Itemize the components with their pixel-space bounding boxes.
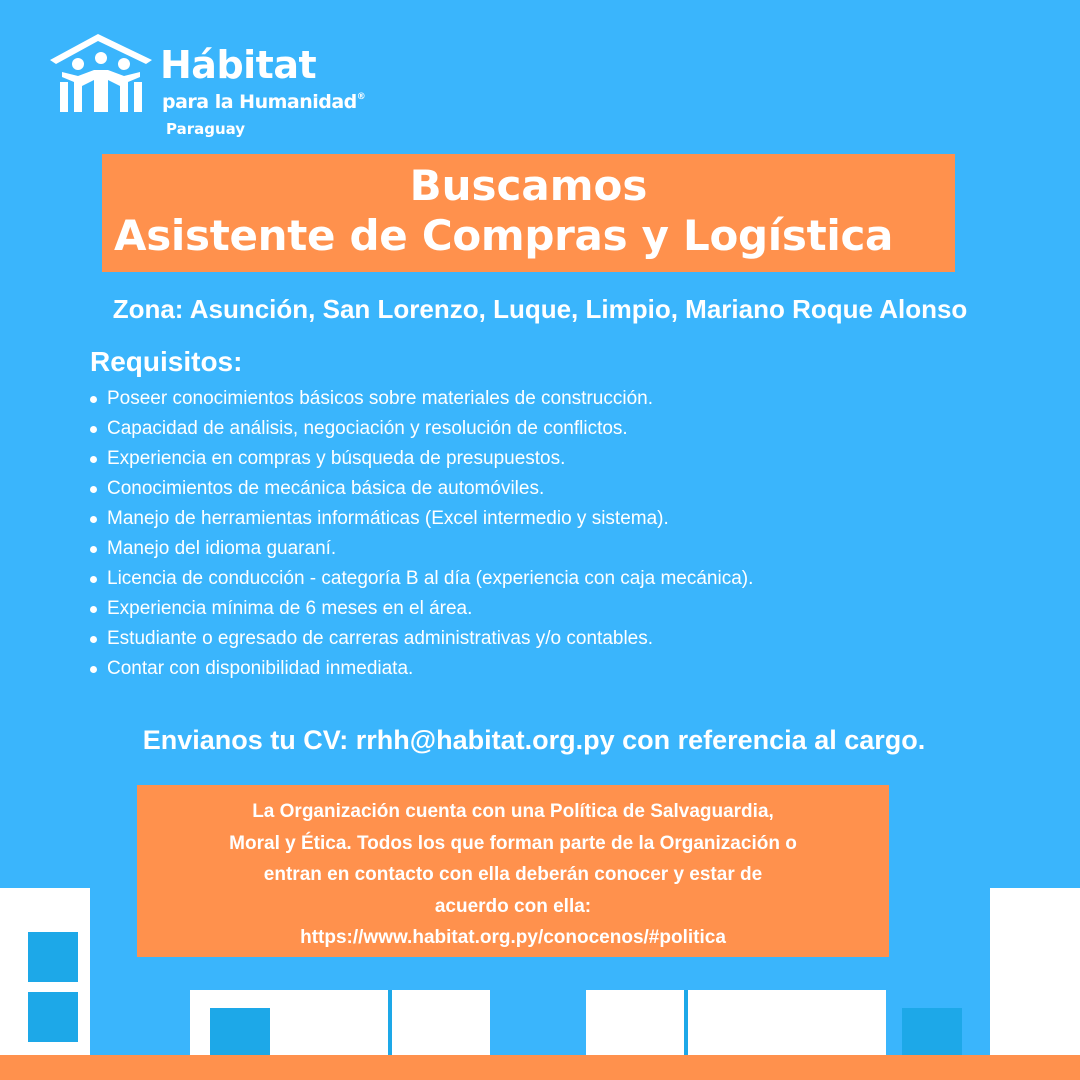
building-divider [684, 990, 688, 1055]
list-item: Poseer conocimientos básicos sobre materiales de construcción. [107, 384, 753, 414]
list-item: Experiencia en compras y búsqueda de presupuestos. [107, 444, 753, 474]
building-window [210, 1008, 270, 1055]
policy-box [137, 785, 889, 957]
list-item: Experiencia mínima de 6 meses en el área. [107, 594, 753, 624]
building-divider [388, 990, 392, 1055]
logo-name: Hábitat [160, 43, 317, 87]
building-center-right [586, 990, 886, 1055]
list-item: Manejo del idioma guaraní. [107, 534, 753, 564]
title-line-1: Buscamos [409, 161, 648, 210]
house-people-icon [48, 30, 152, 116]
requisitos-heading: Requisitos: [90, 346, 243, 377]
building-window [28, 992, 78, 1042]
policy-text: La Organización cuenta con una Política de Salvaguardia, Moral y Ética. Todos los que forman parte de la Organización o entran en contacto con ella deberán conocer y estar de acuerdo con ella: https://www.habitat.org.py/conocenos/#politica [229, 801, 797, 948]
title-banner [102, 154, 955, 272]
zona-text: Zona: Asunción, San Lorenzo, Luque, Limpio, Mariano Roque Alonso [112, 294, 968, 324]
ground-strip [0, 1055, 1080, 1080]
list-item: Contar con disponibilidad inmediata. [107, 654, 753, 684]
list-item: Estudiante o egresado de carreras administrativas y/o contables. [107, 624, 753, 654]
requisitos-list [107, 384, 753, 684]
building-window [28, 932, 78, 982]
title-line-2: Asistente de Compras y Logística [114, 211, 894, 260]
list-item: Capacidad de análisis, negociación y resolución de conflictos. [107, 414, 753, 444]
list-item: Conocimientos de mecánica básica de automóviles. [107, 474, 753, 504]
building-right [990, 888, 1080, 1055]
habitat-logo [48, 30, 378, 150]
list-item: Licencia de conducción - categoría B al día (experiencia con caja mecánica). [107, 564, 753, 594]
cv-instruction: Envianos tu CV: rrhh@habitat.org.py con referencia al cargo. [142, 725, 926, 755]
logo-subtitle: para la Humanidad® [162, 91, 366, 113]
registered-mark: ® [356, 92, 366, 102]
building-window [902, 1008, 962, 1055]
list-item: Manejo de herramientas informáticas (Excel intermedio y sistema). [107, 504, 753, 534]
logo-country: Paraguay [166, 120, 246, 138]
